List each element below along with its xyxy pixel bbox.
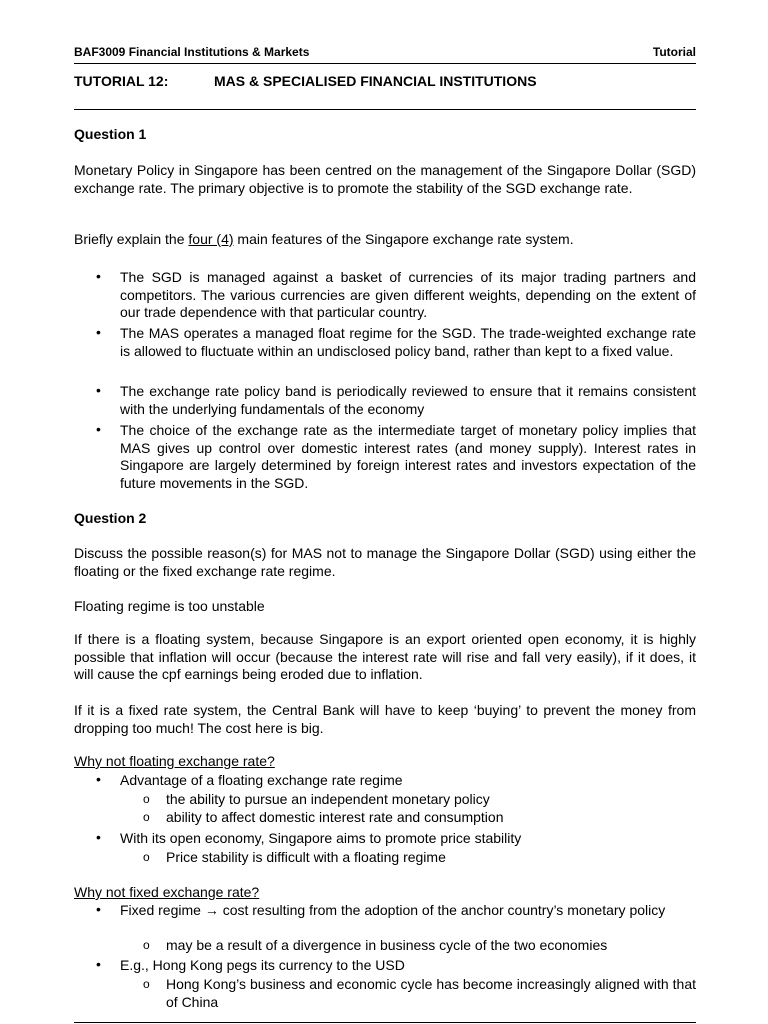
sub-bullet-symbol: o: [143, 810, 150, 824]
sub-bullet-symbol: o: [143, 792, 150, 806]
floating-unstable-note: Floating regime is too unstable: [74, 598, 265, 614]
question-2-heading: Question 2: [74, 510, 147, 526]
tutorial-name: MAS & SPECIALISED FINANCIAL INSTITUTIONS: [214, 73, 537, 89]
why-not-floating-heading: Why not floating exchange rate?: [74, 753, 275, 769]
bullet-symbol: •: [96, 324, 101, 340]
fixed-regime-bullet: [120, 902, 696, 920]
arrow-right-icon: →: [204, 902, 219, 918]
floating-advantage-sub-1: the ability to pursue an independent monetary policy: [166, 791, 490, 807]
tutorial-number: TUTORIAL 12:: [74, 73, 169, 89]
prompt-text-post: main features of the Singapore exchange rate system.: [233, 231, 574, 247]
bullet-symbol: •: [96, 382, 101, 398]
sub-bullet-symbol: o: [143, 850, 150, 864]
bullet-symbol: •: [96, 268, 101, 284]
price-stability-sub-1: Price stability is difficult with a floating regime: [166, 849, 446, 865]
open-economy-bullet: With its open economy, Singapore aims to promote price stability: [120, 830, 522, 846]
fixed-regime-text-pre: Fixed regime: [120, 902, 205, 918]
bullet-symbol: •: [96, 956, 101, 972]
fixed-regime-sub-1: may be a result of a divergence in business cycle of the two economies: [166, 937, 608, 953]
prompt-underlined: four (4): [188, 231, 234, 247]
prompt-text-pre: Briefly explain the: [74, 231, 189, 247]
question-2-intro: Discuss the possible reason(s) for MAS not to manage the Singapore Dollar (SGD) using either the floating or the fixed exchange rate regime.: [74, 545, 696, 579]
hong-kong-peg-bullet: E.g., Hong Kong pegs its currency to the USD: [120, 957, 405, 973]
floating-advantage-bullet: Advantage of a floating exchange rate regime: [120, 772, 403, 788]
sub-bullet-symbol: o: [143, 977, 150, 991]
course-name: BAF3009 Financial Institutions & Markets: [74, 45, 310, 59]
bullet-symbol: •: [96, 901, 101, 917]
bullet-symbol: •: [96, 421, 101, 437]
floating-system-paragraph: If there is a floating system, because Singapore is an export oriented open economy, it is highly possible that inflation will occur (because the interest rate will rise and fall very easily), if it does, it will cause the cpf earnings being eroded due to inflation.: [74, 631, 696, 682]
sub-bullet-symbol: o: [143, 938, 150, 952]
hong-kong-cycle-sub-1: Hong Kong’s business and economic cycle has become increasingly aligned with that of China: [166, 976, 696, 1010]
q1-bullet-1: The SGD is managed against a basket of currencies of its major trading partners and competitors. The various currencies are given different weights, depending on the extent of our trade dependence with that particular country.: [120, 269, 696, 320]
q1-bullet-4: The choice of the exchange rate as the intermediate target of monetary policy implies that MAS gives up control over domestic interest rates (and money supply). Interest rates in Singapore are largely determined by foreign interest rates and investors expectation of the future movements in the SGD.: [120, 422, 696, 491]
floating-advantage-sub-2: ability to affect domestic interest rate and consumption: [166, 809, 504, 825]
question-1-prompt: [74, 231, 696, 249]
question-1-heading: Question 1: [74, 126, 147, 142]
question-1-intro: Monetary Policy in Singapore has been centred on the management of the Singapore Dollar (SGD) exchange rate. The primary objective is to promote the stability of the SGD exchange rate.: [74, 162, 696, 196]
bottom-divider: [74, 1022, 696, 1023]
why-not-fixed-heading: Why not fixed exchange rate?: [74, 884, 260, 900]
q1-bullet-3: The exchange rate policy band is periodically reviewed to ensure that it remains consistent with the underlying fundamentals of the economy: [120, 383, 696, 417]
bullet-symbol: •: [96, 771, 101, 787]
fixed-system-paragraph: If it is a fixed rate system, the Central Bank will have to keep ‘buying’ to prevent the money from dropping too much! The cost here is big.: [74, 702, 696, 736]
document-type: Tutorial: [652, 45, 696, 59]
fixed-regime-text-post: cost resulting from the adoption of the anchor country’s monetary policy: [218, 902, 666, 918]
q1-bullet-2: The MAS operates a managed float regime for the SGD. The trade-weighted exchange rate is allowed to fluctuate within an undisclosed policy band, rather than kept to a fixed value.: [120, 325, 696, 359]
page-header: [74, 44, 696, 64]
bullet-symbol: •: [96, 829, 101, 845]
tutorial-title: [74, 73, 696, 110]
